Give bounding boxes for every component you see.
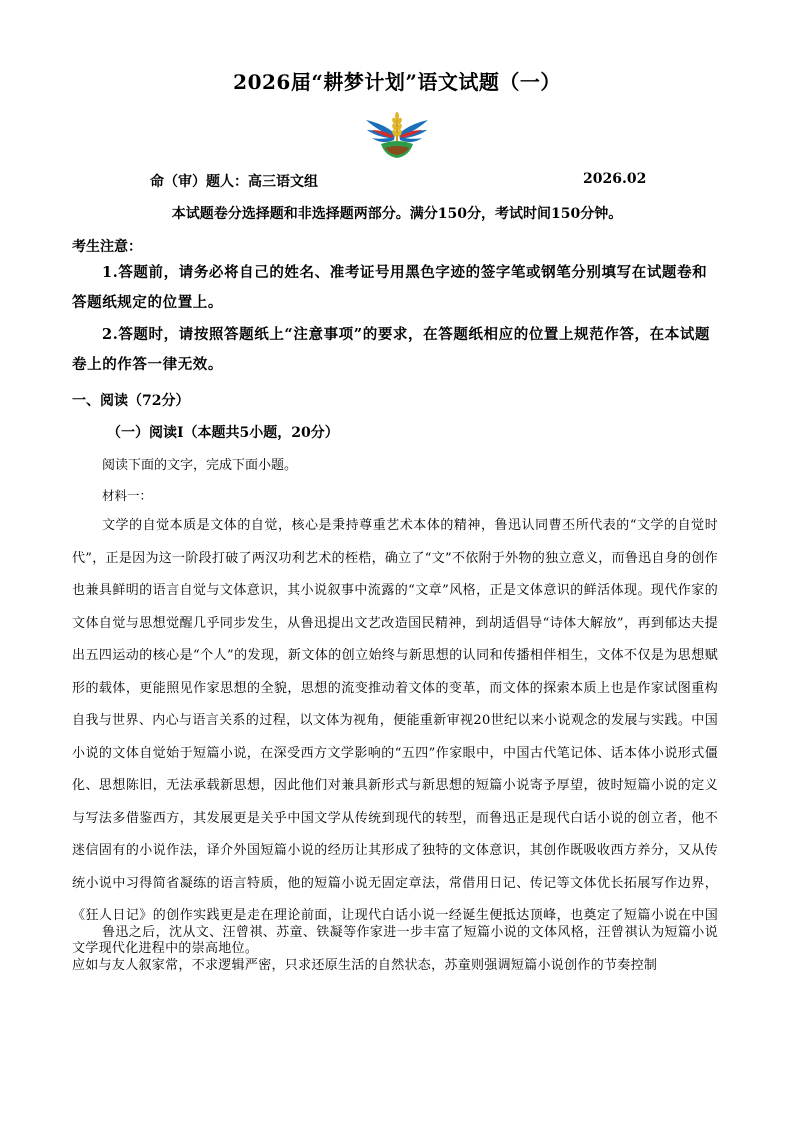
- reading-instruction: 阅读下面的文字，完成下面小题。: [102, 458, 298, 473]
- exam-title: 2026届“耕梦计划”语文试题（一）: [233, 70, 561, 94]
- notice-item: 2.答题时，请按照答题纸上“注意事项”的要求，在答题纸相应的位置上规范作答，在本试题卷上的作答一律无效。: [72, 326, 711, 373]
- body-paragraph: 鲁迅之后，沈从文、汪曾祺、苏童、铁凝等作家进一步丰富了短篇小说的文体风格，汪曾祺认为短篇小说应如与友人叙家常，不求逻辑严密，只求还原生活的自然状态，苏童则强调短篇小说创作的节奏控制: [72, 925, 718, 973]
- notice-item: 1.答题前，请务必将自己的姓名、准考证号用黑色字迹的签字笔或钢笔分别填写在试题卷和答题纸规定的位置上。: [72, 264, 708, 311]
- author-date-row: [0, 171, 794, 193]
- material-label: 材料一：: [102, 488, 153, 503]
- subsection-heading: （一）阅读Ⅰ（本题共5小题，20分）: [107, 425, 339, 441]
- section-heading: 一、阅读（72分）: [72, 393, 190, 409]
- wings-wheat-emblem-icon: [365, 108, 429, 160]
- body-paragraph: 文学的自觉本质是文体的自觉，核心是秉持尊重艺术本体的精神，鲁迅认同曹丕所代表的“文学的自觉时代”，正是因为这一阶段打破了两汉功利艺术的桎梏，确立了“文”不依附于外物的独立意义，而鲁迅自身的创作也兼具鲜明的语言自觉与文体意识，其小说叙事中流露的“文章”风格，正是文体意识的鲜活体现。现代作家的文体自觉与思想觉醒几乎同步发生，从鲁迅提出文艺改造国民精神，到胡适倡导“诗体大解放”，再到郁达夫提出五四运动的核心是“个人”的发现，新文体的创立始终与新思想的认同和传播相伴相生，文体不仅是为思想赋形的载体，更能照见作家思想的全貌，思想的流变推动着文体的变革，而文体的探索本质上也是作家试图重构自我与世界、内心与语言关系的过程，以文体为视角，便能重新审视20世纪以来小说观念的发展与实践。中国小说的文体自觉始于短篇小说，在深受西方文学影响的“五四”作家眼中，中国古代笔记体、话本体小说形式僵化、思想陈旧，无法承载新思想，因此他们对兼具新形式与新思想的短篇小说寄予厚望，彼时短篇小说的定义与写法多借鉴西方，其发展更是关乎中国文学从传统到现代的转型，而鲁迅正是现代白话小说的创立者，他不迷信固有的小说作法，译介外国短篇小说的经历让其形成了独特的文体意识，其创作既吸收西方养分，又从传统小说中习得简省凝练的语言特质，他的短篇小说无固定章法，常借用日记、传记等文体优长拓展写作边界，《狂人日记》的创作实践更是走在理论前面，让现代白话小说一经诞生便抵达顶峰，也奠定了短篇小说在中国文学现代化进程中的崇高地位。: [72, 518, 718, 956]
- notice-heading: 考生注意：: [72, 239, 142, 255]
- author-line: 命（审）题人：高三语文组: [150, 174, 318, 190]
- exam-intro: 本试题卷分选择题和非选择题两部分。满分150分，考试时间150分钟。: [171, 206, 623, 222]
- exam-date: 2026.02: [583, 171, 647, 187]
